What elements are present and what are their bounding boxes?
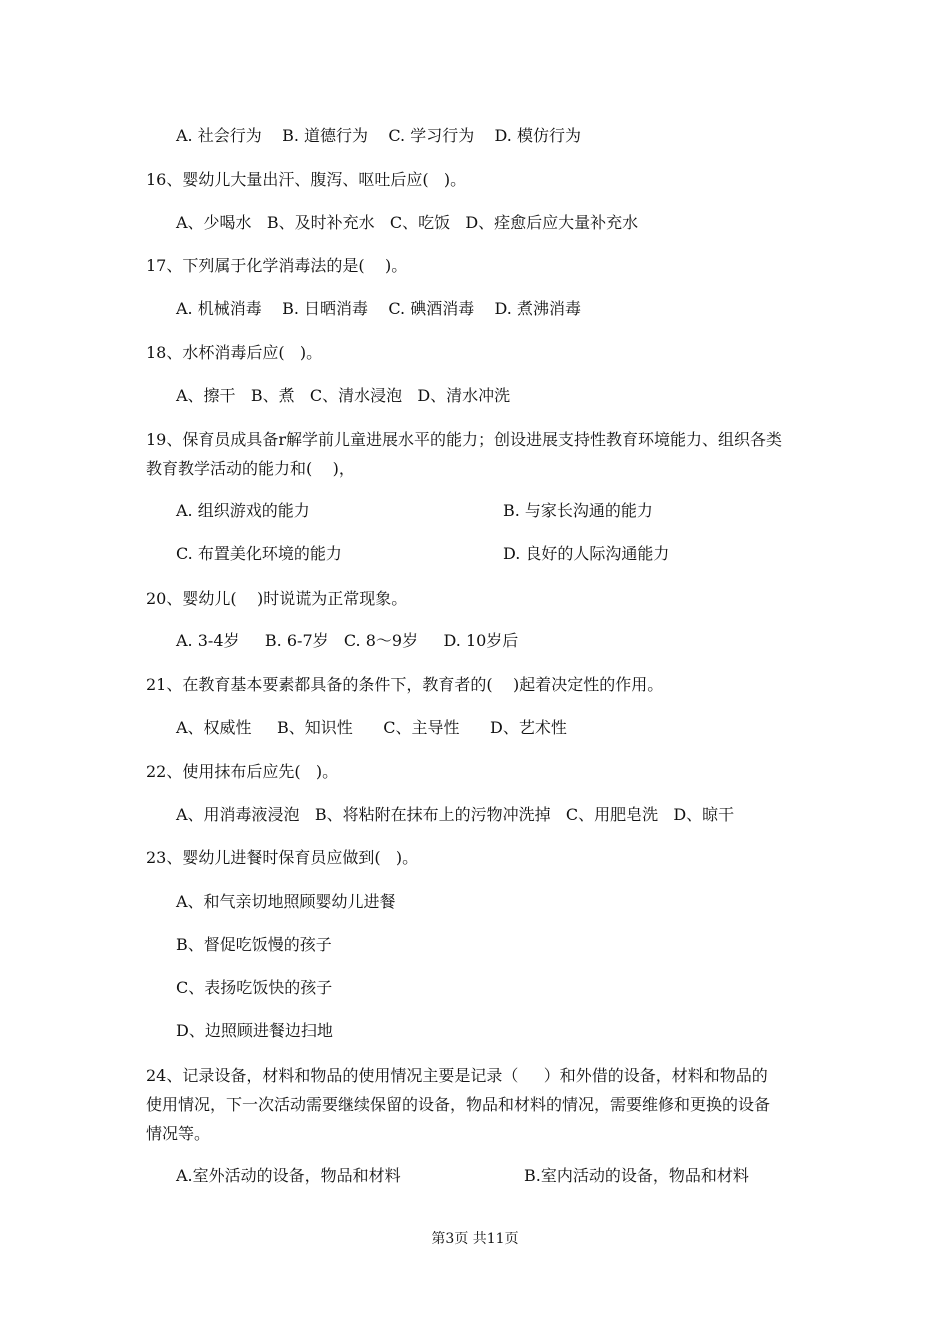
- q23-option-a: A、和气亲切地照顾婴幼儿进餐: [176, 892, 396, 911]
- q19-option-d: D. 良好的人际沟通能力: [503, 544, 670, 563]
- q23-option-c: C、表扬吃饭快的孩子: [176, 978, 333, 997]
- q18-options: A、擦干 B、煮 C、清水浸泡 D、清水冲洗: [176, 386, 511, 405]
- q22-question: 22、使用抹布后应先( )。: [146, 762, 339, 781]
- q24-option-a: A.室外活动的设备，物品和材料: [176, 1166, 401, 1185]
- q16-question: 16、婴幼儿大量出汗、腹泻、呕吐后应( )。: [146, 170, 467, 189]
- q20-question: 20、婴幼儿( )时说谎为正常现象。: [146, 589, 408, 608]
- q19-question-line1: 19、保育员成具备r解学前儿童进展水平的能力；创设进展支持性教育环境能力、组织各类: [146, 430, 783, 449]
- q17-question: 17、下列属于化学消毒法的是( )。: [146, 256, 408, 275]
- q19-option-b: B. 与家长沟通的能力: [503, 501, 653, 520]
- q24-question-line2: 使用情况，下一次活动需要继续保留的设备，物品和材料的情况，需要维修和更换的设备: [146, 1095, 771, 1114]
- q18-question: 18、水杯消毒后应( )。: [146, 343, 323, 362]
- q19-question-line2: 教育教学活动的能力和( )，: [146, 459, 355, 478]
- q23-option-b: B、督促吃饭慢的孩子: [176, 935, 332, 954]
- q16-options: A、少喝水 B、及时补充水 C、吃饭 D、痊愈后应大量补充水: [176, 213, 639, 232]
- q23-question: 23、婴幼儿进餐时保育员应做到( )。: [146, 848, 419, 867]
- q23-option-d: D、边照顾进餐边扫地: [176, 1021, 333, 1040]
- q17-options: A. 机械消毒 B. 日晒消毒 C. 碘酒消毒 D. 煮沸消毒: [176, 299, 581, 318]
- q20-options: A. 3-4岁 B. 6-7岁 C. 8～9岁 D. 10岁后: [176, 631, 519, 650]
- q24-option-b: B.室内活动的设备，物品和材料: [524, 1166, 749, 1185]
- page-footer: 第3页 共11页: [431, 1231, 519, 1247]
- q24-question-line1: 24、记录设备，材料和物品的使用情况主要是记录（ ）和外借的设备，材料和物品的: [146, 1066, 768, 1085]
- q15-options: A. 社会行为 B. 道德行为 C. 学习行为 D. 模仿行为: [176, 126, 581, 145]
- q21-question: 21、在教育基本要素都具备的条件下，教育者的( )起着决定性的作用。: [146, 675, 664, 694]
- q19-option-c: C. 布置美化环境的能力: [176, 544, 342, 563]
- q24-question-line3: 情况等。: [146, 1124, 211, 1143]
- q21-options: A、权威性 B、知识性 C、主导性 D、艺术性: [176, 718, 567, 737]
- q22-options: A、用消毒液浸泡 B、将粘附在抹布上的污物冲洗掉 C、用肥皂洗 D、晾干: [176, 805, 735, 824]
- q19-option-a: A. 组织游戏的能力: [176, 501, 310, 520]
